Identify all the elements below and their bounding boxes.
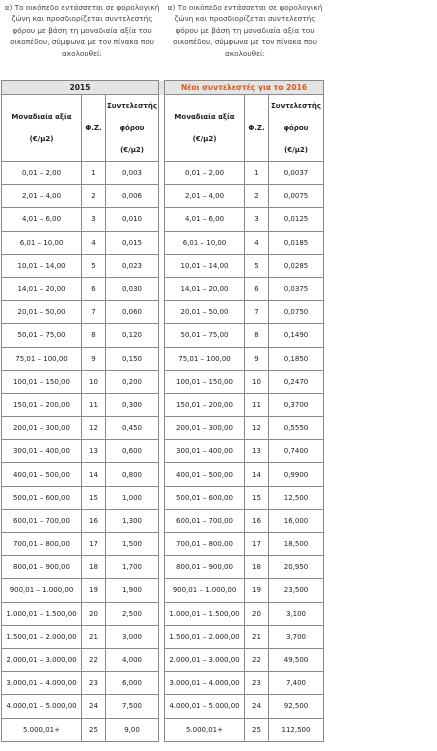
header-unit-value-unit: (€/μ2) [192, 135, 217, 143]
zone-2015-cell: 20 [82, 602, 106, 625]
range-2015-cell: 500,01 – 600,00 [2, 486, 82, 509]
range-2015-cell: 5.000,01+ [2, 718, 82, 741]
table-row [2, 208, 324, 231]
header-unit-value-unit: (€/μ2) [29, 135, 54, 143]
range-2015-cell: 4.000,01 – 5.000,00 [2, 695, 82, 718]
range-2016-cell: 4,01 – 6,00 [165, 208, 245, 231]
range-2016-cell: 700,01 – 800,00 [165, 533, 245, 556]
range-2015-cell: 0,01 – 2,00 [2, 162, 82, 185]
range-2016-cell: 2.000,01 – 3.000,00 [165, 648, 245, 671]
range-2015-cell: 600,01 – 700,00 [2, 509, 82, 532]
coefficient-2016-cell: 0,1490 [269, 324, 324, 347]
range-2015-cell: 50,01 – 75,00 [2, 324, 82, 347]
zone-2015-cell: 17 [82, 533, 106, 556]
intro-paragraph-left: α) Το οικόπεδο εντάσσεται σε φορολογική ζώνη και προσδιορίζεται συντελεστής φόρου με βάση τη μοναδιαία αξία του οικοπέδου, σύμφωνα με τον πίνακα που ακολουθεί: [4, 3, 160, 58]
header-unit-value-label: Μοναδιαία αξία [11, 113, 72, 121]
zone-2016-cell: 1 [245, 162, 269, 185]
zone-2015-cell: 7 [82, 301, 106, 324]
zone-2015-cell: 24 [82, 695, 106, 718]
coefficient-2016-cell: 0,5550 [269, 417, 324, 440]
coefficient-2015-cell: 0,003 [106, 162, 159, 185]
coefficient-2016-cell: 0,2470 [269, 370, 324, 393]
range-2016-cell: 600,01 – 700,00 [165, 509, 245, 532]
zone-2016-cell: 7 [245, 301, 269, 324]
range-2015-cell: 200,01 – 300,00 [2, 417, 82, 440]
table-row [2, 440, 324, 463]
range-2016-cell: 14,01 – 20,00 [165, 277, 245, 300]
range-2015-cell: 150,01 – 200,00 [2, 393, 82, 416]
coefficient-2015-cell: 0,150 [106, 347, 159, 370]
coefficient-2016-cell: 0,1850 [269, 347, 324, 370]
range-2016-cell: 10,01 – 14,00 [165, 254, 245, 277]
table-row [2, 417, 324, 440]
range-2016-cell: 4.000,01 – 5.000,00 [165, 695, 245, 718]
zone-2015-cell: 5 [82, 254, 106, 277]
zone-2016-cell: 14 [245, 463, 269, 486]
coefficient-2015-cell: 2,500 [106, 602, 159, 625]
zone-2016-cell: 16 [245, 509, 269, 532]
coefficient-2016-cell: 92,500 [269, 695, 324, 718]
range-2016-cell: 20,01 – 50,00 [165, 301, 245, 324]
table-title-row [2, 81, 324, 95]
range-2016-cell: 150,01 – 200,00 [165, 393, 245, 416]
header-coefficient-2015 [106, 95, 159, 162]
range-2015-cell: 4,01 – 6,00 [2, 208, 82, 231]
coefficient-2015-cell: 3,000 [106, 625, 159, 648]
zone-2015-cell: 8 [82, 324, 106, 347]
zone-2015-cell: 11 [82, 393, 106, 416]
table-row [2, 185, 324, 208]
zone-2015-cell: 3 [82, 208, 106, 231]
coefficient-2016-cell: 12,500 [269, 486, 324, 509]
coefficient-2015-cell: 0,600 [106, 440, 159, 463]
range-2015-cell: 10,01 – 14,00 [2, 254, 82, 277]
coefficient-2015-cell: 0,030 [106, 277, 159, 300]
coefficient-2015-cell: 1,300 [106, 509, 159, 532]
table-row [2, 695, 324, 718]
table-row [2, 347, 324, 370]
coefficient-2016-cell: 0,0285 [269, 254, 324, 277]
range-2015-cell: 1.000,01 – 1.500,00 [2, 602, 82, 625]
zone-2016-cell: 3 [245, 208, 269, 231]
table-row [2, 463, 324, 486]
coefficient-2015-cell: 6,000 [106, 672, 159, 695]
coefficient-2015-cell: 0,023 [106, 254, 159, 277]
range-2015-cell: 14,01 – 20,00 [2, 277, 82, 300]
header-unit-value-2015 [2, 95, 82, 162]
coefficient-2015-cell: 1,000 [106, 486, 159, 509]
zone-2015-cell: 6 [82, 277, 106, 300]
zone-2015-cell: 15 [82, 486, 106, 509]
range-2015-cell: 700,01 – 800,00 [2, 533, 82, 556]
coefficient-2016-cell: 3,700 [269, 625, 324, 648]
coefficient-2016-cell: 16,000 [269, 509, 324, 532]
zone-2016-cell: 24 [245, 695, 269, 718]
coefficient-2015-cell: 0,300 [106, 393, 159, 416]
coefficient-2016-cell: 0,7400 [269, 440, 324, 463]
range-2016-cell: 400,01 – 500,00 [165, 463, 245, 486]
range-2016-cell: 3.000,01 – 4.000,00 [165, 672, 245, 695]
range-2016-cell: 0,01 – 2,00 [165, 162, 245, 185]
table-row [2, 370, 324, 393]
zone-2016-cell: 2 [245, 185, 269, 208]
range-2016-cell: 75,01 – 100,00 [165, 347, 245, 370]
range-2016-cell: 1.500,01 – 2.000,00 [165, 625, 245, 648]
coefficient-2015-cell: 1,700 [106, 556, 159, 579]
zone-2015-cell: 4 [82, 231, 106, 254]
coefficient-2015-cell: 0,120 [106, 324, 159, 347]
table-row [2, 254, 324, 277]
tax-rate-table [1, 80, 324, 742]
table-header-row [2, 95, 324, 162]
header-coefficient-unit: (€/μ2) [120, 146, 144, 154]
zone-2015-cell: 9 [82, 347, 106, 370]
header-coefficient-label-2: φόρου [119, 124, 145, 132]
new-rates-2016-title: Νέοι συντελεστές για το 2016 [165, 81, 324, 95]
range-2015-cell: 2,01 – 4,00 [2, 185, 82, 208]
table-row [2, 231, 324, 254]
header-unit-value-2016 [165, 95, 245, 162]
coefficient-2016-cell: 3,100 [269, 602, 324, 625]
range-2016-cell: 500,01 – 600,00 [165, 486, 245, 509]
coefficient-2015-cell: 0,200 [106, 370, 159, 393]
coefficient-2016-cell: 112,500 [269, 718, 324, 741]
range-2015-cell: 1.500,01 – 2.000,00 [2, 625, 82, 648]
zone-2016-cell: 22 [245, 648, 269, 671]
range-2016-cell: 6,01 – 10,00 [165, 231, 245, 254]
zone-2015-cell: 13 [82, 440, 106, 463]
table-row [2, 162, 324, 185]
zone-2016-cell: 19 [245, 579, 269, 602]
coefficient-2016-cell: 0,0125 [269, 208, 324, 231]
range-2016-cell: 900,01 – 1.000,00 [165, 579, 245, 602]
zone-2016-cell: 23 [245, 672, 269, 695]
coefficient-2016-cell: 0,0185 [269, 231, 324, 254]
table-row [2, 301, 324, 324]
zone-2015-cell: 22 [82, 648, 106, 671]
range-2015-cell: 900,01 – 1.000,00 [2, 579, 82, 602]
zone-2016-cell: 9 [245, 347, 269, 370]
coefficient-2016-cell: 0,0375 [269, 277, 324, 300]
coefficient-2015-cell: 1,900 [106, 579, 159, 602]
coefficient-2015-cell: 0,010 [106, 208, 159, 231]
zone-2016-cell: 6 [245, 277, 269, 300]
table-row [2, 625, 324, 648]
table-row [2, 277, 324, 300]
zone-2016-cell: 13 [245, 440, 269, 463]
table-row [2, 718, 324, 741]
coefficient-2016-cell: 0,0750 [269, 301, 324, 324]
coefficient-2016-cell: 0,9900 [269, 463, 324, 486]
header-coefficient-2016 [269, 95, 324, 162]
coefficient-2016-cell: 0,0037 [269, 162, 324, 185]
coefficient-2015-cell: 9,00 [106, 718, 159, 741]
zone-2016-cell: 21 [245, 625, 269, 648]
header-unit-value-label: Μοναδιαία αξία [174, 113, 235, 121]
zone-2016-cell: 15 [245, 486, 269, 509]
zone-2016-cell: 12 [245, 417, 269, 440]
range-2015-cell: 20,01 – 50,00 [2, 301, 82, 324]
header-coefficient-label-2: φόρου [283, 124, 309, 132]
range-2016-cell: 1.000,01 – 1.500,00 [165, 602, 245, 625]
coefficient-2015-cell: 0,060 [106, 301, 159, 324]
zone-2015-cell: 25 [82, 718, 106, 741]
range-2016-cell: 200,01 – 300,00 [165, 417, 245, 440]
range-2015-cell: 400,01 – 500,00 [2, 463, 82, 486]
coefficient-2015-cell: 7,500 [106, 695, 159, 718]
table-row [2, 556, 324, 579]
zone-2015-cell: 16 [82, 509, 106, 532]
table-row [2, 672, 324, 695]
range-2015-cell: 3.000,01 – 4.000,00 [2, 672, 82, 695]
header-coefficient-unit: (€/μ2) [284, 146, 308, 154]
table-row [2, 324, 324, 347]
coefficient-2015-cell: 4,000 [106, 648, 159, 671]
zone-2015-cell: 1 [82, 162, 106, 185]
zone-2015-cell: 10 [82, 370, 106, 393]
range-2015-cell: 6,01 – 10,00 [2, 231, 82, 254]
range-2015-cell: 75,01 – 100,00 [2, 347, 82, 370]
range-2016-cell: 5.000,01+ [165, 718, 245, 741]
table-row [2, 602, 324, 625]
range-2015-cell: 800,01 – 900,00 [2, 556, 82, 579]
zone-2015-cell: 19 [82, 579, 106, 602]
range-2015-cell: 300,01 – 400,00 [2, 440, 82, 463]
table-row [2, 533, 324, 556]
table-row [2, 486, 324, 509]
coefficient-2015-cell: 0,015 [106, 231, 159, 254]
zone-2016-cell: 11 [245, 393, 269, 416]
zone-2015-cell: 21 [82, 625, 106, 648]
zone-2016-cell: 20 [245, 602, 269, 625]
header-zone-2015: Φ.Ζ. [82, 95, 106, 162]
header-coefficient-label: Συντελεστής [270, 102, 322, 110]
header-coefficient-label: Συντελεστής [106, 102, 158, 110]
table-row [2, 509, 324, 532]
coefficient-2016-cell: 18,500 [269, 533, 324, 556]
table-row [2, 579, 324, 602]
coefficient-2015-cell: 0,006 [106, 185, 159, 208]
table-row [2, 648, 324, 671]
coefficient-2016-cell: 49,500 [269, 648, 324, 671]
range-2016-cell: 50,01 – 75,00 [165, 324, 245, 347]
zone-2016-cell: 10 [245, 370, 269, 393]
year-2015-title: 2015 [2, 81, 159, 95]
zone-2016-cell: 4 [245, 231, 269, 254]
coefficient-2015-cell: 0,450 [106, 417, 159, 440]
coefficient-2016-cell: 0,0075 [269, 185, 324, 208]
range-2015-cell: 2.000,01 – 3.000,00 [2, 648, 82, 671]
coefficient-2016-cell: 20,950 [269, 556, 324, 579]
range-2015-cell: 100,01 – 150,00 [2, 370, 82, 393]
table-row [2, 393, 324, 416]
coefficient-2015-cell: 1,500 [106, 533, 159, 556]
range-2016-cell: 300,01 – 400,00 [165, 440, 245, 463]
zone-2015-cell: 2 [82, 185, 106, 208]
zone-2016-cell: 18 [245, 556, 269, 579]
zone-2016-cell: 8 [245, 324, 269, 347]
zone-2016-cell: 17 [245, 533, 269, 556]
zone-2015-cell: 12 [82, 417, 106, 440]
zone-2016-cell: 25 [245, 718, 269, 741]
coefficient-2016-cell: 7,400 [269, 672, 324, 695]
coefficient-2015-cell: 0,800 [106, 463, 159, 486]
header-zone-2016: Φ.Ζ. [245, 95, 269, 162]
range-2016-cell: 2,01 – 4,00 [165, 185, 245, 208]
zone-2015-cell: 18 [82, 556, 106, 579]
coefficient-2016-cell: 23,500 [269, 579, 324, 602]
zone-2015-cell: 23 [82, 672, 106, 695]
zone-2015-cell: 14 [82, 463, 106, 486]
intro-paragraph-right: α) Το οικόπεδο εντάσσεται σε φορολογική ζώνη και προσδιορίζεται συντελεστής φόρου με βάση τη μοναδιαία αξία του οικοπέδου, σύμφωνα με τον πίνακα που ακολουθεί: [167, 3, 323, 58]
range-2016-cell: 100,01 – 150,00 [165, 370, 245, 393]
coefficient-2016-cell: 0,3700 [269, 393, 324, 416]
range-2016-cell: 800,01 – 900,00 [165, 556, 245, 579]
zone-2016-cell: 5 [245, 254, 269, 277]
